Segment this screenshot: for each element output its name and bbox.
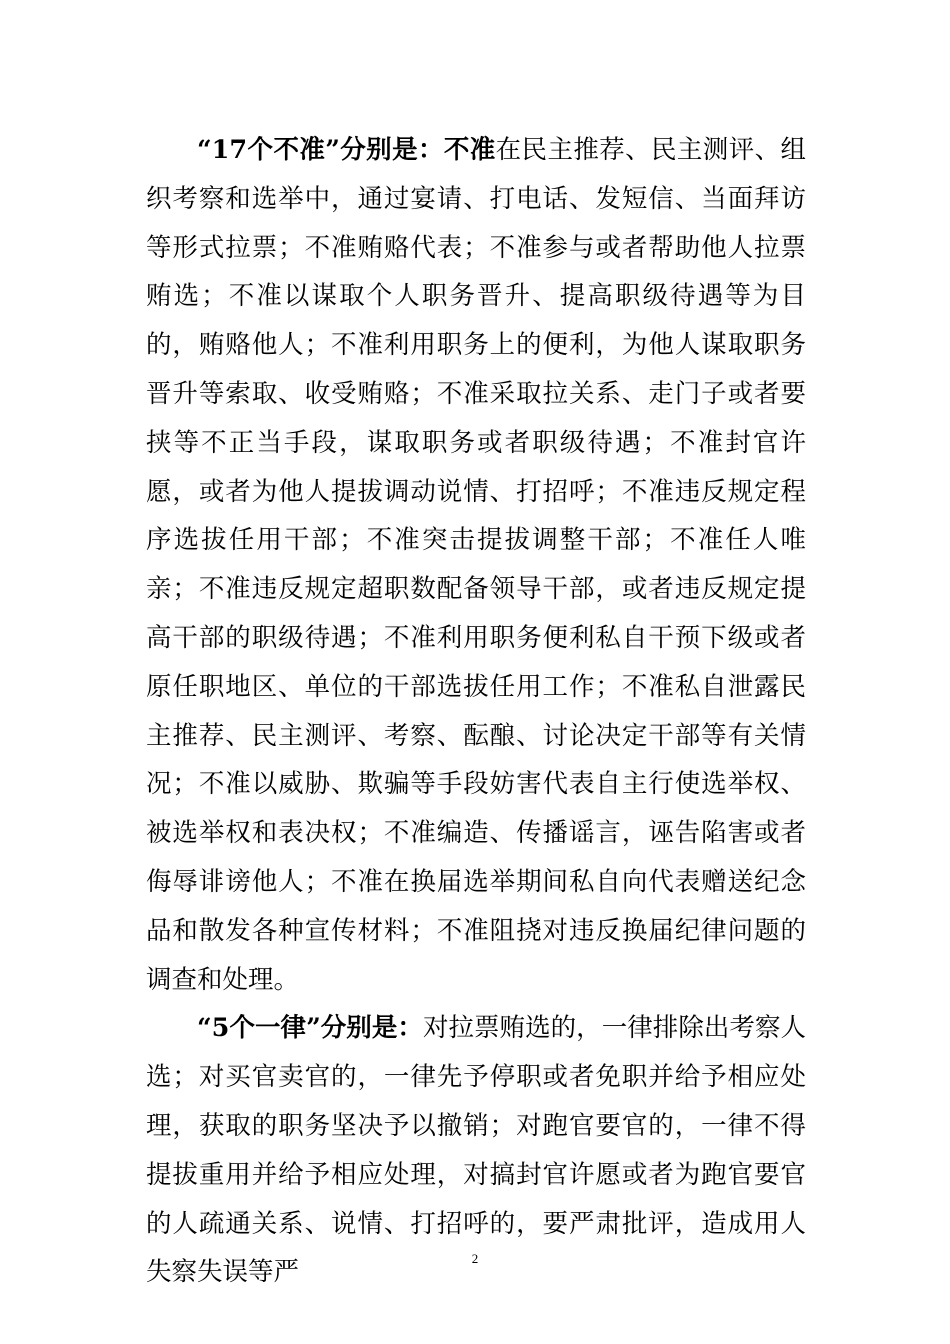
- paragraph-body: 对拉票贿选的，一律排除出考察人选；对买官卖官的，一律先予停职或者免职并给予相应处理，获取的职务坚决予以撤销；对跑官要官的，一律不得提拔重用并给予相应处理，对搞封官许愿或者为跑官要官的人疏通关系、说情、打招呼的，要严肃批评，造成用人失察失误等严: [146, 1013, 806, 1288]
- paragraph-17-prohibitions: [146, 126, 806, 1004]
- paragraph-body: 在民主推荐、民主测评、组织考察和选举中，通过宴请、打电话、发短信、当面拜访等形式拉票；不准贿赂代表；不准参与或者帮助他人拉票贿选；不准以谋取个人职务晋升、提高职级待遇等为目的，贿赂他人；不准利用职务上的便利，为他人谋取职务晋升等索取、收受贿赂；不准采取拉关系、走门子或者要挟等不正当手段，谋取职务或者职级待遇；不准封官许愿，或者为他人提拔调动说情、打招呼；不准违反规定程序选拔任用干部；不准突击提拔调整干部；不准任人唯亲；不准违反规定超职数配备领导干部，或者违反规定提高干部的职级待遇；不准利用职务便利私自干预下级或者原任职地区、单位的干部选拔任用工作；不准私自泄露民主推荐、民主测评、考察、酝酿、讨论决定干部等有关情况；不准以威胁、欺骗等手段妨害代表自主行使选举权、被选举权和表决权；不准编造、传播谣言，诬告陷害或者侮辱诽谤他人；不准在换届选举期间私自向代表赠送纪念品和散发各种宣传材料；不准阻挠对违反换届纪律问题的调查和处理。: [146, 135, 806, 995]
- paragraph-lead: “5个一律”分别是：: [197, 1013, 423, 1044]
- page-number: 2: [471, 1251, 479, 1266]
- document-page: [146, 126, 806, 1297]
- paragraph-lead: “17个不准”分别是：不准: [197, 135, 496, 165]
